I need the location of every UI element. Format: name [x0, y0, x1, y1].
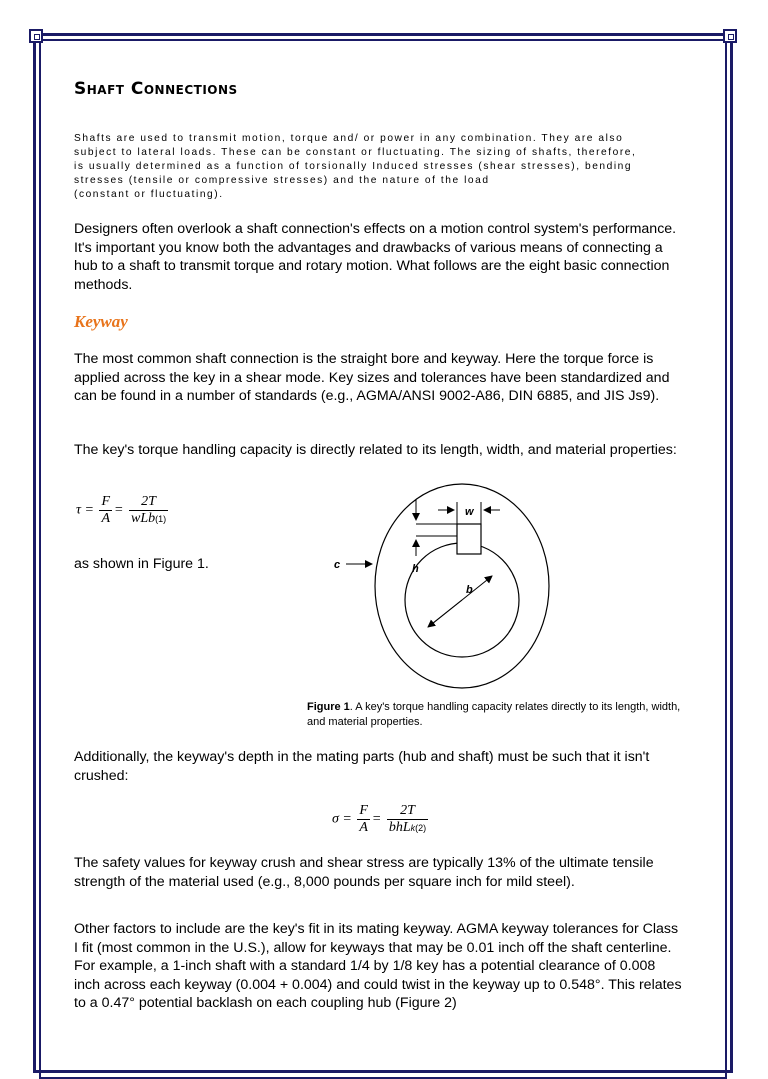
label-c: c [334, 559, 341, 571]
dimension-arrow [428, 600, 462, 627]
formula-numerator: 2T [129, 494, 168, 511]
formula-tag: (2) [415, 823, 427, 833]
section-heading-keyway: Keyway [74, 312, 128, 331]
formula-denominator [129, 511, 168, 527]
formula-denominator: A [101, 511, 111, 526]
paragraph-keyway-intro: The most common shaft connection is the straight bore and keyway. Here the torque force is applied across the key in a shear mode. Key sizes and tolerances have been standardized and can be found in a number of standards (e.g., AGMA/ANSI 9002-A86, DIN 6885, and JIS Js9). [74, 351, 670, 404]
border-corner-ornament [723, 29, 737, 43]
paragraph-other-factors: Other factors to include are the key's fit in its mating keyway. AGMA keyway tolerances for Class I fit (most common in the U.S.), allow for keyways that may be 0.01 inch off the shaft centerline. For example, a 1-inch shaft with a standard 1/4 by 1/8 key has a potential clearance of 0.008 inch across each keyway (0.004 + 0.004) and could twist in the keyway up to 0.548°. This relates to a 0.47° potential backlash on each coupling hub (Figure 2) [74, 921, 682, 1011]
formula-denominator-text: bhL [388, 820, 411, 835]
formula-fraction [129, 494, 168, 527]
caption-label: Figure 1 [307, 701, 350, 713]
formula-equals: = [114, 502, 124, 518]
page-title: Shaft Connections [74, 79, 238, 99]
label-w: w [465, 506, 474, 518]
formula-subscript: k [410, 823, 416, 833]
paragraph-as-shown: as shown in Figure 1. [74, 556, 209, 572]
label-h: h [412, 563, 419, 575]
formula-numerator: F [359, 803, 368, 818]
formula-crush-stress [332, 803, 430, 836]
formula-denominator-text: wLb [130, 511, 156, 526]
label-b: b [466, 584, 473, 596]
formula-numerator: F [101, 494, 111, 509]
paragraph-keyway-depth: Additionally, the keyway's depth in the mating parts (hub and shaft) must be such that it isn't crushed: [74, 749, 650, 784]
formula-fraction [99, 494, 112, 527]
border-corner-ornament [29, 29, 43, 43]
formula-denominator [387, 820, 428, 836]
formula-denominator: A [359, 820, 368, 835]
formula-fraction [387, 803, 428, 836]
formula-lhs: τ = [76, 502, 94, 518]
caption-text: . A key's torque handling capacity relates directly to its length, width, and material properties. [307, 701, 681, 728]
formula-fraction [357, 803, 370, 836]
key-rectangle [457, 524, 481, 554]
formula-lhs: σ = [332, 811, 352, 827]
formula-tag: (1) [155, 514, 167, 524]
formula-numerator: 2T [387, 803, 428, 820]
figure-1-caption [307, 700, 687, 730]
intro-paragraph: Shafts are used to transmit motion, torque and/ or power in any combination. They are also subject to lateral loads. These can be constant or fluctuating. The sizing of shafts, therefore, is usually determined as a function of torsionally Induced stresses (shear stresses), bending stresses (tensile or compressive stresses) and the nature of the load (constant or fluctuating). [74, 133, 637, 200]
paragraph-torque-capacity: The key's torque handling capacity is directly related to its length, width, and material properties: [74, 442, 677, 458]
figure-1-key-diagram [332, 480, 552, 690]
paragraph-safety-values: The safety values for keyway crush and shear stress are typically 13% of the ultimate tensile strength of the material used (e.g., 8,000 pounds per square inch for mild steel). [74, 855, 654, 890]
paragraph-overview: Designers often overlook a shaft connection's effects on a motion control system's performance. It's important you know both the advantages and drawbacks of various means of connecting a hub to a shaft to transmit torque and rotary motion. What follows are the eight basic connection methods. [74, 221, 677, 293]
formula-equals: = [371, 811, 382, 827]
formula-shear-stress [76, 494, 170, 527]
